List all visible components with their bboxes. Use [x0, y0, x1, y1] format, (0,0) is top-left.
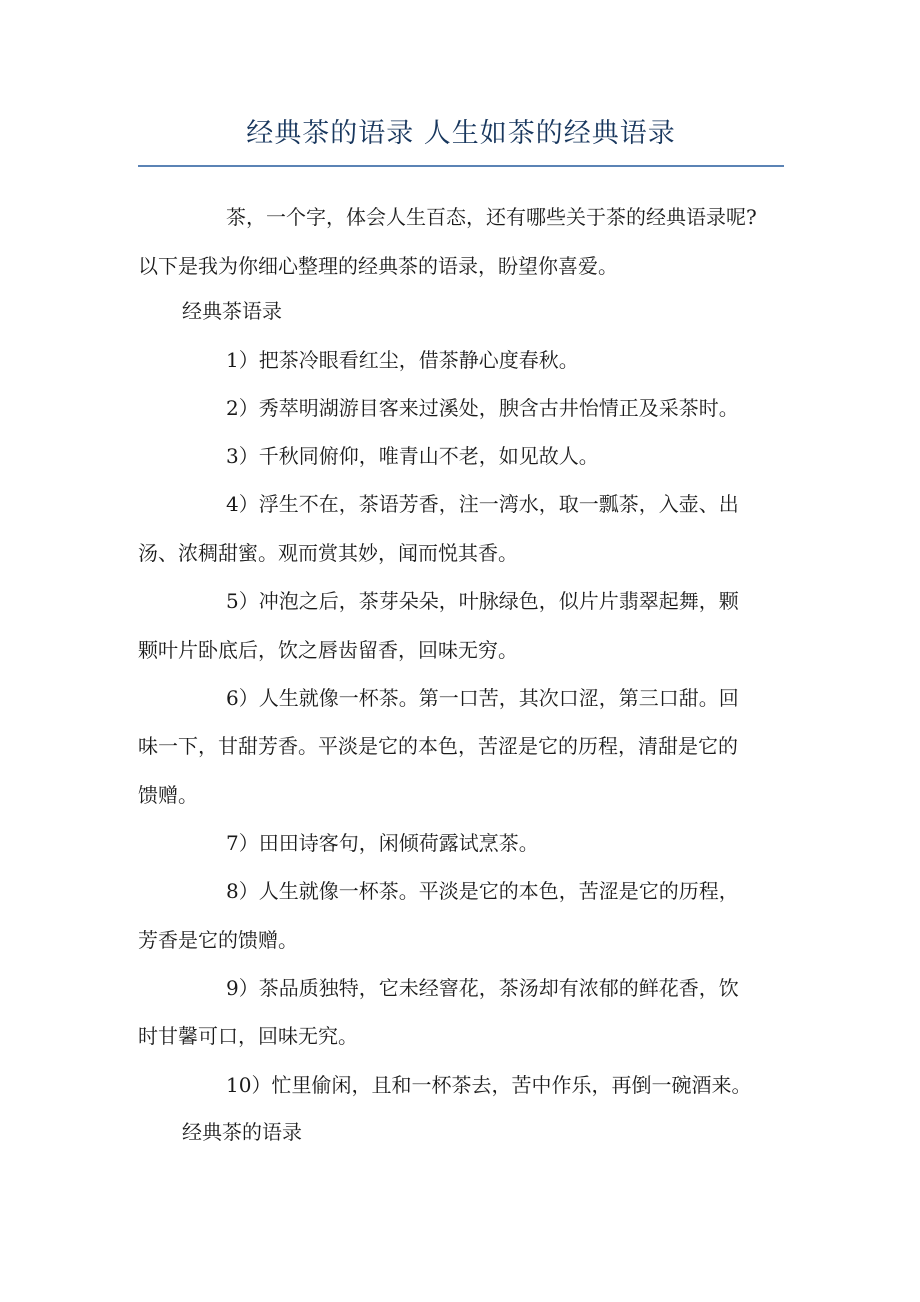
quote-5-line-1: 5）冲泡之后，茶芽朵朵，叶脉绿色，似片片翡翠起舞，颗: [226, 589, 739, 613]
quote-2: 2）秀萃明湖游目客来过溪处，腴含古井怡情正及采茶时。: [226, 396, 739, 420]
quote-6-line-2: 味一下，甘甜芳香。平淡是它的本色，苦涩是它的历程，清甜是它的: [138, 734, 738, 758]
quote-8-line-2: 芳香是它的馈赠。: [138, 928, 298, 952]
document-title: 经典茶的语录 人生如茶的经典语录: [246, 118, 676, 149]
quote-4-line-2: 汤、浓稠甜蜜。观而赏其妙，闻而悦其香。: [138, 541, 518, 565]
quote-1: 1）把茶冷眼看红尘，借茶静心度春秋。: [226, 348, 579, 372]
quote-7: 7）田田诗客句，闲倾荷露试烹茶。: [226, 831, 539, 855]
quote-9-line-1: 9）茶品质独特，它未经窨花，茶汤却有浓郁的鲜花香，饮: [226, 976, 739, 1000]
title-underline-divider: [138, 165, 784, 167]
quote-3: 3）千秋同俯仰，唯青山不老，如见故人。: [226, 444, 599, 468]
quote-6-line-3: 馈赠。: [138, 783, 198, 807]
quote-4-line-1: 4）浮生不在，茶语芳香，注一湾水，取一瓢茶，入壶、出: [226, 492, 739, 516]
intro-line-2: 以下是我为你细心整理的经典茶的语录，盼望你喜爱。: [138, 254, 618, 278]
quote-5-line-2: 颗叶片卧底后，饮之唇齿留香，回味无穷。: [138, 638, 518, 662]
intro-line-1: 茶，一个字，体会人生百态，还有哪些关于茶的经典语录呢?: [226, 205, 757, 229]
quote-8-line-1: 8）人生就像一杯茶。平淡是它的本色，苦涩是它的历程，: [226, 879, 739, 903]
quote-10: 10）忙里偷闲，且和一杯茶去，苦中作乐，再倒一碗酒来。: [226, 1073, 752, 1097]
quote-9-line-2: 时甘馨可口，回味无究。: [138, 1024, 358, 1048]
section-heading-classic-tea-sayings: 经典茶的语录: [182, 1120, 302, 1144]
quote-6-line-1: 6）人生就像一杯茶。第一口苦，其次口涩，第三口甜。回: [226, 686, 739, 710]
section-heading-classic-tea-quotes: 经典茶语录: [182, 299, 282, 323]
